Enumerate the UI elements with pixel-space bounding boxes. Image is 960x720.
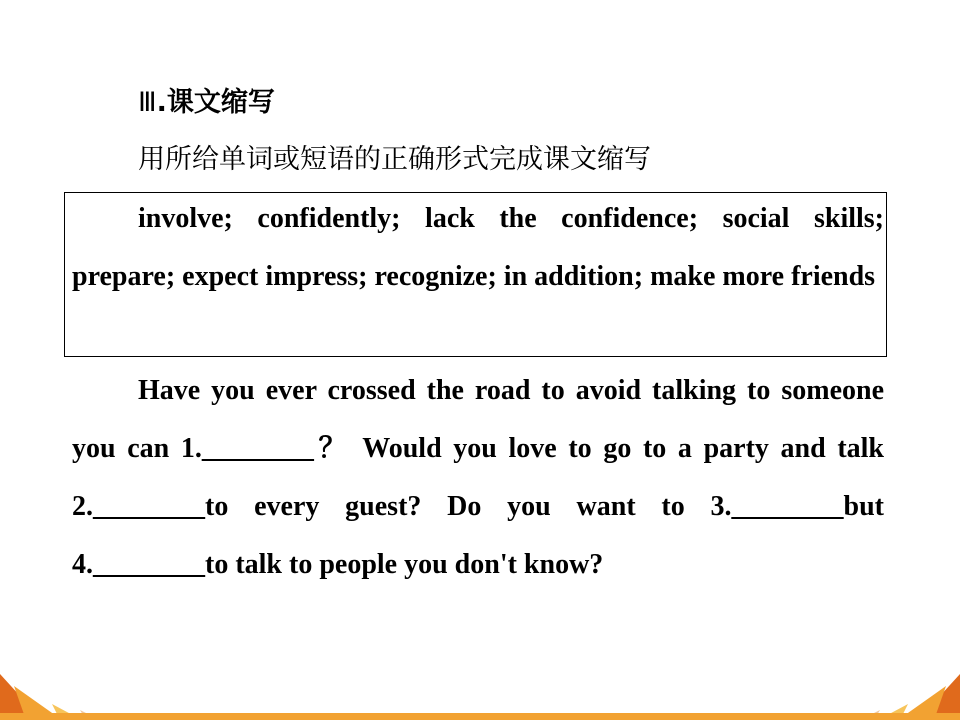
- blank-1[interactable]: 1.________: [180, 433, 314, 464]
- section-heading: [138, 84, 275, 121]
- bottom-accent-bar: [0, 713, 960, 720]
- passage-segment: ？ Would you love to go to a party and talk: [313, 433, 884, 464]
- passage-segment: to talk to people you don't know?: [205, 549, 604, 580]
- blank-3[interactable]: 3.________: [710, 491, 844, 522]
- section-numeral: Ⅲ: [138, 87, 157, 117]
- corner-decoration-right: [850, 660, 960, 720]
- blank-2[interactable]: 2.________: [72, 491, 205, 522]
- instruction-text: 用所给单词或短语的正确形式完成课文缩写: [138, 144, 651, 175]
- passage-segment: but: [843, 491, 884, 522]
- word-list: [72, 190, 884, 306]
- corner-decoration-left: [0, 660, 110, 720]
- word-list-text: involve; confidently; lack the confidence; social skills; prepare; expect impress; recognize; in addition; make more friends: [72, 203, 884, 292]
- passage-segment: to every guest? Do you want to: [205, 491, 711, 522]
- section-title: .课文缩写: [156, 87, 275, 118]
- passage-paragraph: [72, 362, 884, 594]
- passage-segment: Have you ever crossed the road to avoid talking to someone you can: [72, 375, 884, 464]
- blank-4[interactable]: 4.________: [72, 549, 205, 580]
